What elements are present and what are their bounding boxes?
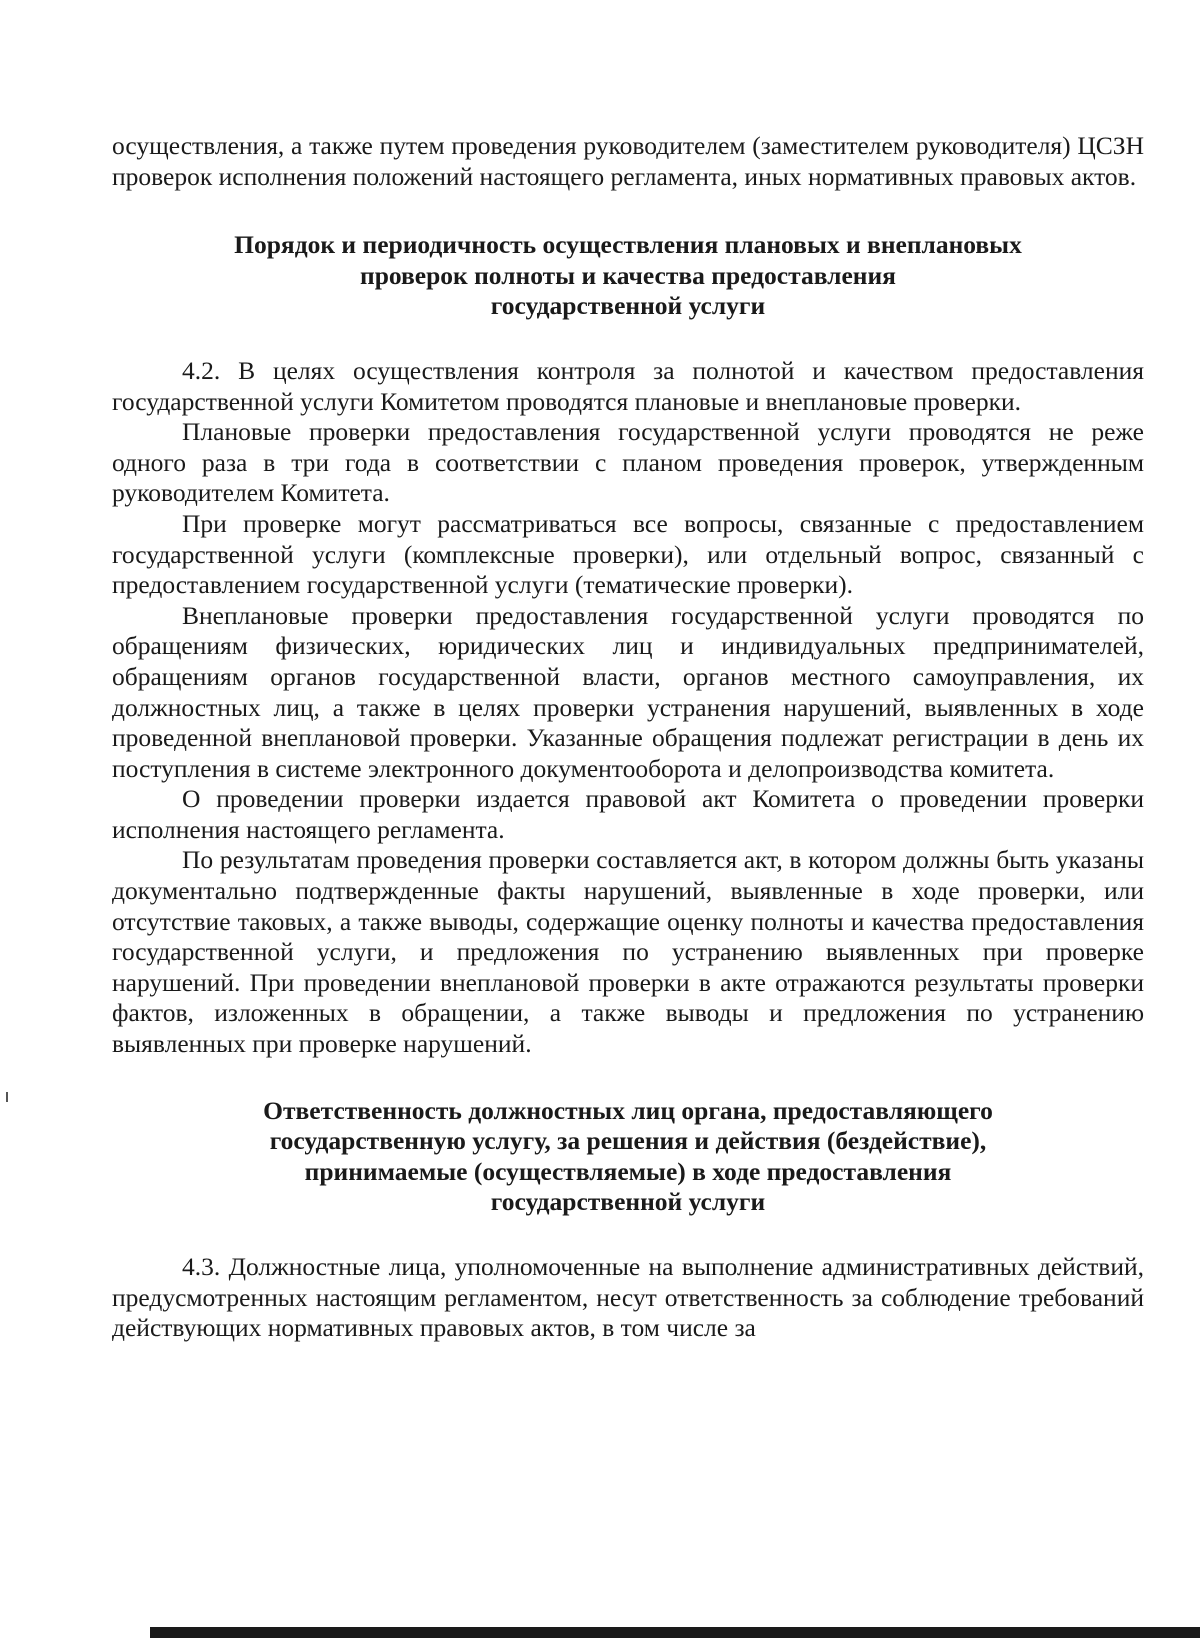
- paragraph: Плановые проверки предоставления государственной услуги проводятся не реже одного раза в три года в соответствии с планом проведения проверок, утвержденным руководителем Комитета.: [112, 417, 1144, 508]
- paragraph: По результатам проведения проверки составляется акт, в котором должны быть указаны документально подтвержденные факты нарушений, выявленные в ходе проверки, или отсутствие таковых, а также выводы, содержащие оценку полноты и качества предоставления государственной услуги, и предложения по устранению выявленных при проверке нарушений. При проведении внеплановой проверки в акте отражаются результаты проверки фактов, изложенных в обращении, а также выводы и предложения по устранению выявленных при проверке нарушений.: [112, 845, 1144, 1059]
- heading-line: государственной услуги: [490, 291, 766, 321]
- paragraph: 4.3. Должностные лица, уполномоченные на выполнение административных действий, предусмотренных настоящим регламентом, несут ответственность за соблюдение требований действующих нормативных правовых актов, в том числе за: [112, 1252, 1144, 1343]
- heading-line: Ответственность должностных лиц органа, предоставляющего: [263, 1095, 993, 1125]
- scan-bottom-edge: [150, 1627, 1200, 1638]
- heading-line: Порядок и периодичность осуществления плановых и внеплановых: [234, 230, 1022, 260]
- heading-responsibility: [112, 1096, 1144, 1218]
- scan-mark: [6, 1092, 8, 1102]
- heading-line: принимаемые (осуществляемые) в ходе предоставления: [304, 1156, 952, 1186]
- paragraph: При проверке могут рассматриваться все вопросы, связанные с предоставлением государственной услуги (комплексные проверки), или отдельный вопрос, связанный с предоставлением государственной услуги (тематические проверки).: [112, 508, 1144, 600]
- paragraph: О проведении проверки издается правовой акт Комитета о проведении проверки исполнения настоящего регламента.: [112, 784, 1144, 844]
- section-4-3: [112, 1252, 1144, 1344]
- page-content: [112, 131, 1144, 1344]
- heading-line: государственную услугу, за решения и действия (бездействие),: [269, 1126, 987, 1156]
- paragraph: 4.2. В целях осуществления контроля за полнотой и качеством предоставления государственной услуги Комитетом проводятся плановые и внеплановые проверки.: [112, 355, 1144, 416]
- paragraph: Внеплановые проверки предоставления государственной услуги проводятся по обращениям физических, юридических лиц и индивидуальных предпринимателей, обращениям органов государственной власти, органов местного самоуправления, их должностных лиц, а также в целях проверки устранения нарушений, выявленных в ходе проведенной внеплановой проверки. Указанные обращения подлежат регистрации в день их поступления в системе электронного документооборота и делопроизводства комитета.: [112, 600, 1144, 783]
- section-4-2: [112, 356, 1144, 1060]
- intro-paragraph: осуществления, а также путем проведения руководителем (заместителем руководителя) ЦСЗН проверок исполнения положений настоящего регламента, иных нормативных правовых актов.: [112, 131, 1144, 191]
- heading-control-procedure: [112, 230, 1144, 322]
- heading-line: проверок полноты и качества предоставления: [360, 260, 896, 290]
- heading-line: государственной услуги: [490, 1187, 766, 1217]
